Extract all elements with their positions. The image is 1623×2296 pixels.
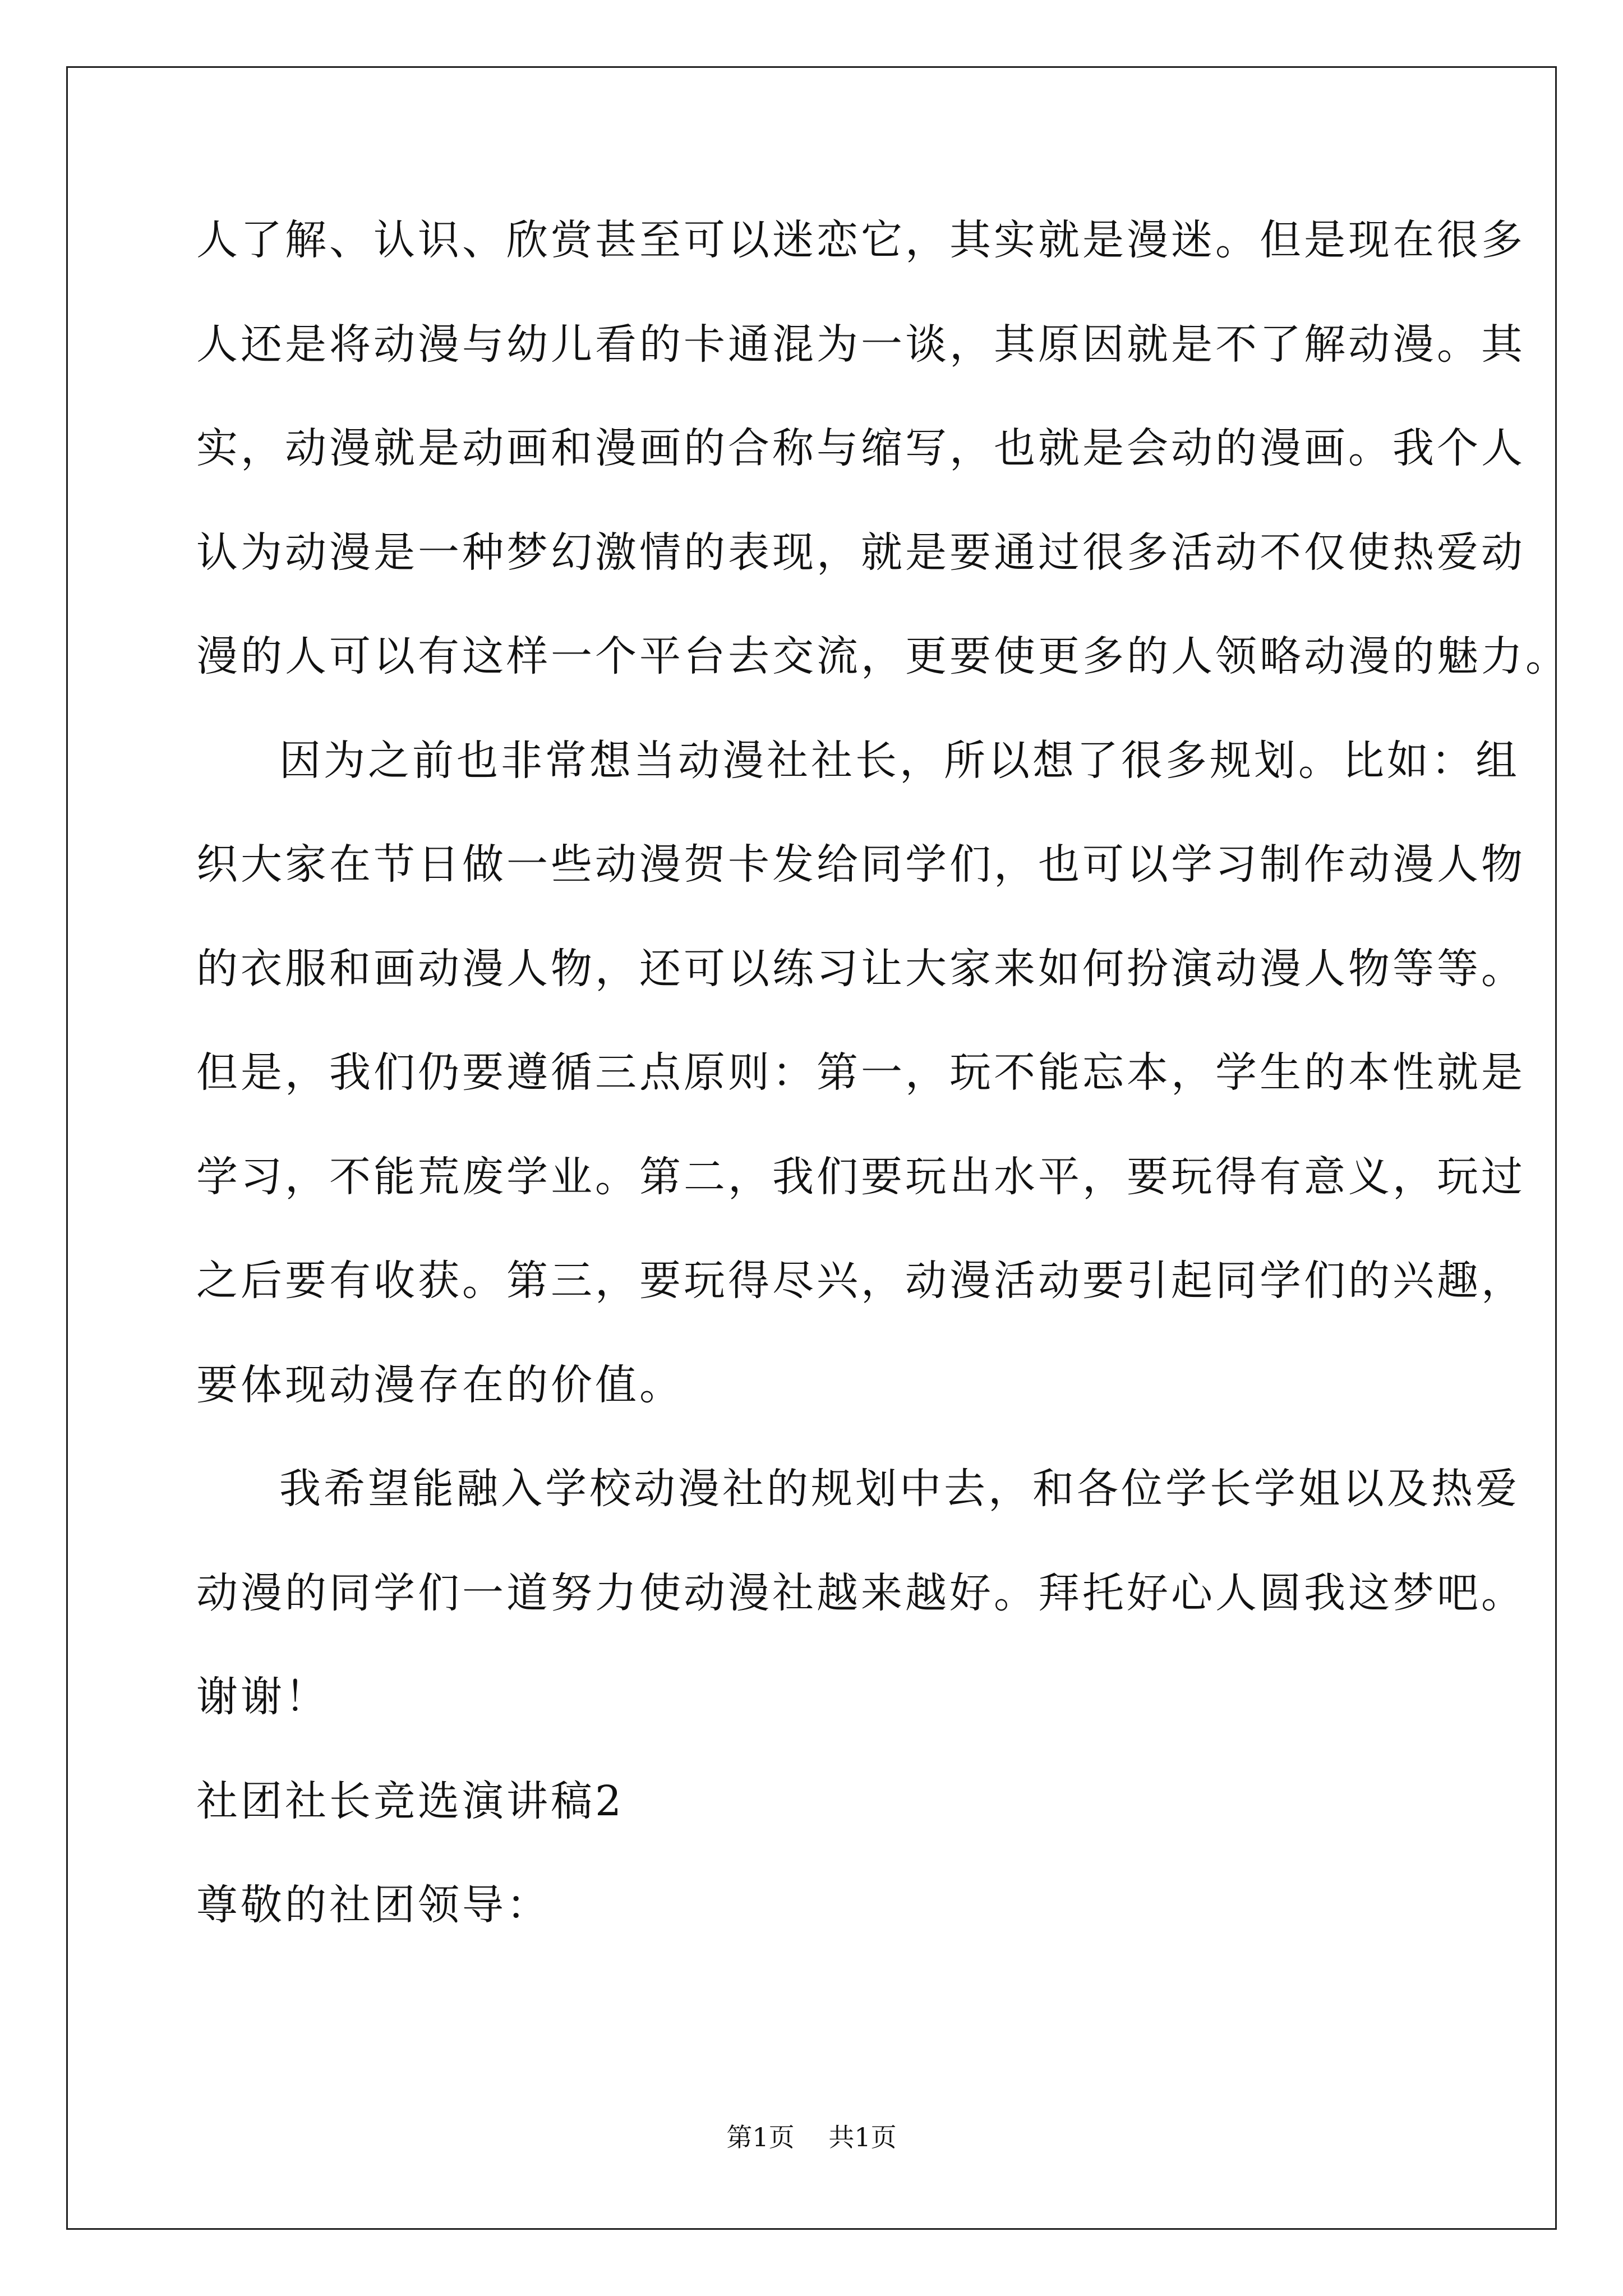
body-line-11: 之后要有收获。第三，要玩得尽兴，动漫活动要引起同学们的兴趣， — [196, 1257, 1525, 1305]
section-title: 社团社长竞选演讲稿2 — [196, 1777, 625, 1825]
body-line-6: 因为之前也非常想当动漫社社长，所以想了很多规划。比如：组 — [279, 736, 1520, 785]
body-line-7: 织大家在节日做一些动漫贺卡发给同学们，也可以学习制作动漫人物 — [196, 840, 1525, 889]
document-body — [196, 212, 1570, 1981]
body-line-9: 但是，我们仍要遵循三点原则：第一，玩不能忘本，学生的本性就是 — [196, 1048, 1525, 1097]
salutation: 尊敬的社团领导： — [196, 1881, 551, 1929]
total-pages: 共1页 — [828, 2122, 897, 2152]
body-line-3: 实，动漫就是动画和漫画的合称与缩写，也就是会动的漫画。我个人 — [196, 424, 1525, 472]
body-line-15: 谢谢！ — [196, 1673, 329, 1721]
body-line-8: 的衣服和画动漫人物，还可以练习让大家来如何扮演动漫人物等等。 — [196, 944, 1525, 993]
body-line-12: 要体现动漫存在的价值。 — [196, 1360, 684, 1409]
page-footer — [0, 2120, 1623, 2154]
body-line-10: 学习，不能荒废学业。第二，我们要玩出水平，要玩得有意义，玩过 — [196, 1152, 1525, 1201]
body-line-14: 动漫的同学们一道努力使动漫社越来越好。拜托好心人圆我这梦吧。 — [196, 1568, 1525, 1617]
body-line-13: 我希望能融入学校动漫社的规划中去，和各位学长学姐以及热爱 — [279, 1465, 1520, 1513]
body-line-2: 人还是将动漫与幼儿看的卡通混为一谈，其原因就是不了解动漫。其 — [196, 320, 1525, 369]
page-number: 第1页 — [726, 2122, 795, 2152]
body-line-5: 漫的人可以有这样一个平台去交流，更要使更多的人领略动漫的魅力。 — [196, 632, 1570, 680]
body-line-4: 认为动漫是一种梦幻激情的表现，就是要通过很多活动不仅使热爱动 — [196, 528, 1525, 577]
body-line-1: 人了解、认识、欣赏甚至可以迷恋它，其实就是漫迷。但是现在很多 — [196, 216, 1525, 264]
